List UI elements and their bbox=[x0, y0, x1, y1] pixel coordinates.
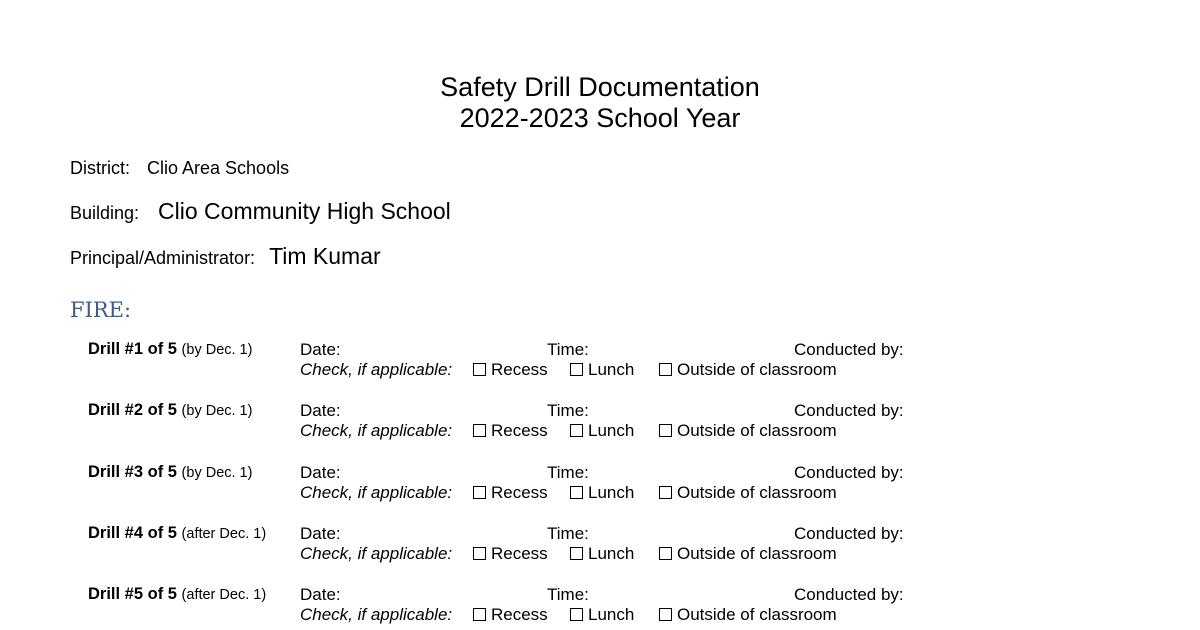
drill-due: (after Dec. 1) bbox=[181, 526, 267, 542]
outside-label: Outside of classroom bbox=[677, 421, 837, 440]
outside-option[interactable] bbox=[659, 544, 837, 564]
recess-checkbox[interactable] bbox=[473, 486, 486, 499]
lunch-option[interactable] bbox=[570, 605, 634, 625]
recess-option[interactable] bbox=[473, 483, 548, 503]
outside-option[interactable] bbox=[659, 605, 837, 625]
building-label: Building: bbox=[70, 203, 140, 223]
drill-time-field[interactable]: Time: bbox=[547, 401, 589, 420]
outside-checkbox[interactable] bbox=[659, 608, 672, 621]
drill-conducted-by-field[interactable]: Conducted by: bbox=[794, 463, 904, 482]
principal-row bbox=[70, 243, 381, 270]
principal-label: Principal/Administrator: bbox=[70, 248, 256, 268]
check-if-applicable-label: Check, if applicable: bbox=[300, 544, 453, 563]
lunch-checkbox[interactable] bbox=[570, 363, 583, 376]
lunch-option[interactable] bbox=[570, 421, 634, 441]
recess-label: Recess bbox=[491, 360, 548, 379]
drill-date-field[interactable]: Date: bbox=[300, 463, 341, 482]
drill-name bbox=[88, 585, 266, 604]
district-label: District: bbox=[70, 158, 130, 178]
drill-row bbox=[0, 524, 1200, 568]
outside-checkbox[interactable] bbox=[659, 486, 672, 499]
fire-section-heading: FIRE: bbox=[70, 298, 132, 322]
drill-conducted-by-field[interactable]: Conducted by: bbox=[794, 585, 904, 604]
drill-row bbox=[0, 340, 1200, 384]
lunch-label: Lunch bbox=[588, 544, 635, 563]
check-if-applicable-label: Check, if applicable: bbox=[300, 421, 453, 440]
drill-time-field[interactable]: Time: bbox=[547, 585, 589, 604]
district-value[interactable]: Clio Area Schools bbox=[147, 158, 290, 178]
drill-time-field[interactable]: Time: bbox=[547, 463, 589, 482]
outside-label: Outside of classroom bbox=[677, 605, 837, 624]
check-if-applicable-label: Check, if applicable: bbox=[300, 605, 453, 624]
outside-option[interactable] bbox=[659, 483, 837, 503]
recess-label: Recess bbox=[491, 605, 548, 624]
recess-option[interactable] bbox=[473, 360, 548, 380]
check-if-applicable-label: Check, if applicable: bbox=[300, 360, 453, 379]
drill-name bbox=[88, 401, 252, 420]
outside-checkbox[interactable] bbox=[659, 363, 672, 376]
outside-option[interactable] bbox=[659, 421, 837, 441]
drill-due: (after Dec. 1) bbox=[181, 587, 267, 603]
building-row bbox=[70, 198, 451, 225]
drill-number: Drill #4 of 5 bbox=[88, 524, 177, 542]
drill-name bbox=[88, 524, 266, 543]
recess-checkbox[interactable] bbox=[473, 424, 486, 437]
drill-row bbox=[0, 585, 1200, 629]
drill-number: Drill #3 of 5 bbox=[88, 463, 177, 481]
lunch-checkbox[interactable] bbox=[570, 424, 583, 437]
lunch-option[interactable] bbox=[570, 544, 634, 564]
check-if-applicable-label: Check, if applicable: bbox=[300, 483, 453, 502]
outside-option[interactable] bbox=[659, 360, 837, 380]
recess-option[interactable] bbox=[473, 605, 548, 625]
document-title: Safety Drill Documentation bbox=[440, 72, 760, 102]
lunch-label: Lunch bbox=[588, 605, 635, 624]
drill-number: Drill #2 of 5 bbox=[88, 401, 177, 419]
drill-date-field[interactable]: Date: bbox=[300, 401, 341, 420]
drill-due: (by Dec. 1) bbox=[181, 465, 253, 481]
lunch-label: Lunch bbox=[588, 483, 635, 502]
recess-option[interactable] bbox=[473, 544, 548, 564]
drill-conducted-by-field[interactable]: Conducted by: bbox=[794, 401, 904, 420]
lunch-checkbox[interactable] bbox=[570, 547, 583, 560]
outside-checkbox[interactable] bbox=[659, 547, 672, 560]
recess-option[interactable] bbox=[473, 421, 548, 441]
drill-due: (by Dec. 1) bbox=[181, 342, 253, 358]
recess-label: Recess bbox=[491, 483, 548, 502]
document-subtitle: 2022-2023 School Year bbox=[459, 103, 741, 133]
lunch-option[interactable] bbox=[570, 360, 634, 380]
building-value[interactable]: Clio Community High School bbox=[158, 198, 451, 224]
recess-checkbox[interactable] bbox=[473, 363, 486, 376]
recess-label: Recess bbox=[491, 421, 548, 440]
outside-label: Outside of classroom bbox=[677, 360, 837, 379]
drill-date-field[interactable]: Date: bbox=[300, 340, 341, 359]
drill-due: (by Dec. 1) bbox=[181, 403, 253, 419]
lunch-option[interactable] bbox=[570, 483, 634, 503]
drill-number: Drill #5 of 5 bbox=[88, 585, 177, 603]
lunch-checkbox[interactable] bbox=[570, 486, 583, 499]
outside-label: Outside of classroom bbox=[677, 544, 837, 563]
recess-checkbox[interactable] bbox=[473, 547, 486, 560]
lunch-label: Lunch bbox=[588, 360, 635, 379]
drill-date-field[interactable]: Date: bbox=[300, 524, 341, 543]
drill-conducted-by-field[interactable]: Conducted by: bbox=[794, 524, 904, 543]
lunch-checkbox[interactable] bbox=[570, 608, 583, 621]
outside-checkbox[interactable] bbox=[659, 424, 672, 437]
recess-label: Recess bbox=[491, 544, 548, 563]
drill-name bbox=[88, 340, 252, 359]
outside-label: Outside of classroom bbox=[677, 483, 837, 502]
drill-row bbox=[0, 401, 1200, 445]
recess-checkbox[interactable] bbox=[473, 608, 486, 621]
drill-time-field[interactable]: Time: bbox=[547, 340, 589, 359]
drill-date-field[interactable]: Date: bbox=[300, 585, 341, 604]
drill-number: Drill #1 of 5 bbox=[88, 340, 177, 358]
district-row bbox=[70, 158, 289, 179]
drill-name bbox=[88, 463, 252, 482]
drill-conducted-by-field[interactable]: Conducted by: bbox=[794, 340, 904, 359]
lunch-label: Lunch bbox=[588, 421, 635, 440]
drill-time-field[interactable]: Time: bbox=[547, 524, 589, 543]
principal-value[interactable]: Tim Kumar bbox=[269, 243, 381, 269]
drill-row bbox=[0, 463, 1200, 507]
